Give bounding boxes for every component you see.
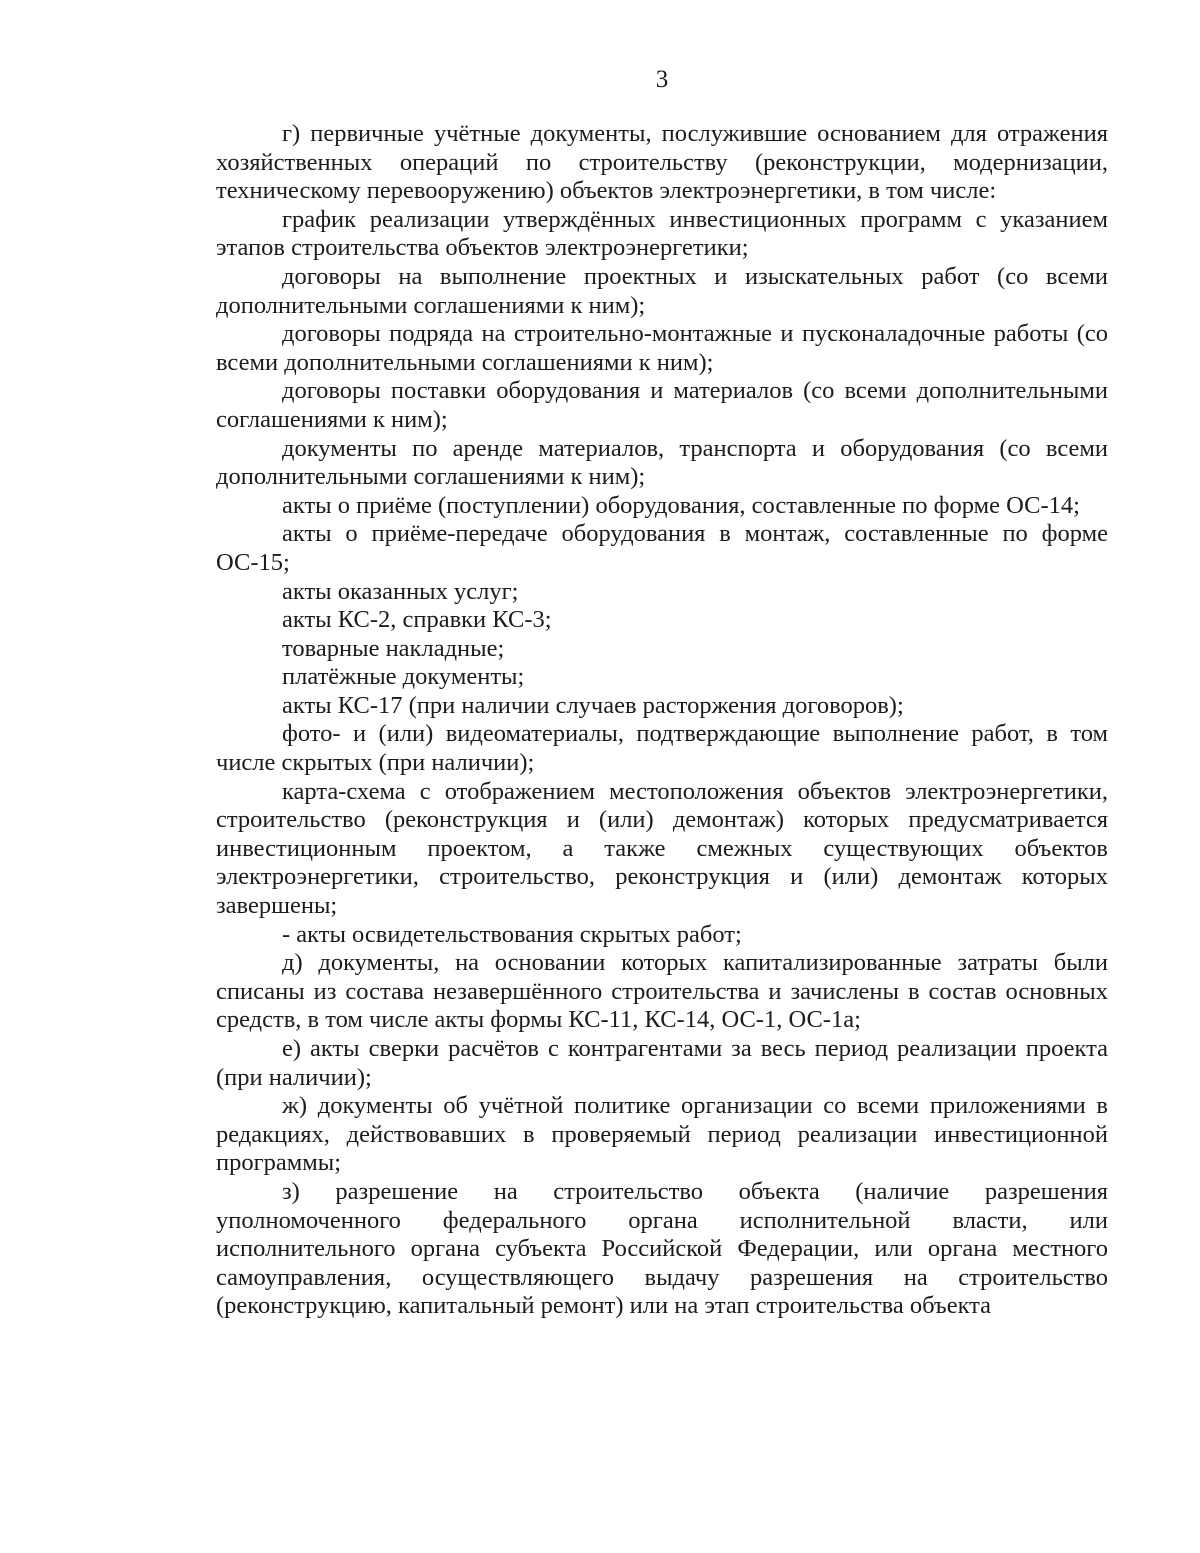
- list-item-waybills: товарные накладные;: [282, 634, 505, 662]
- list-item-payment-documents: платёжные документы;: [282, 663, 525, 691]
- list-item-schedule: график реализации утверждённых инвестиционных программ с указанием этапов строительства объектов электроэнергетики;: [216, 205, 1108, 262]
- list-item-design-contracts: договоры на выполнение проектных и изыскательных работ (со всеми дополнительными соглашениями к ним);: [216, 262, 1108, 319]
- list-item-site-map: карта-схема с отображением местоположения объектов электроэнергетики, строительство (реконструкция и (или) демонтаж) которых предусматривается инвестиционным проектом, а также смежных существующих объектов электроэнергетики, строительство, реконструкция и (или) демонтаж которых завершены;: [216, 777, 1108, 920]
- list-item-ks17-acts: акты КС-17 (при наличии случаев расторжения договоров);: [282, 691, 904, 719]
- list-item-photo-video: фото- и (или) видеоматериалы, подтверждающие выполнение работ, в том числе скрытых (при наличии);: [216, 720, 1108, 777]
- paragraph-e-reconciliation: е) акты сверки расчётов с контрагентами за весь период реализации проекта (при наличии);: [216, 1035, 1108, 1091]
- document-body: [216, 120, 1108, 1321]
- paragraph-z-construction-permit: з) разрешение на строительство объекта (наличие разрешения уполномоченного федерального органа исполнительной власти, или исполнительного органа субъекта Российской Федерации, или органа местного самоуправления, осуществляющего выдачу разрешения на строительство (реконструкцию, капитальный ремонт) или на этап строительства объекта: [216, 1177, 1108, 1320]
- list-item-os14-acts: акты о приёме (поступлении) оборудования, составленные по форме ОС-14;: [282, 491, 1080, 519]
- paragraph-zh-accounting-policy: ж) документы об учётной политике организации со всеми приложениями в редакциях, действовавших в проверяемый период реализации инвестиционной программы;: [216, 1092, 1108, 1177]
- list-item-os15-acts: акты о приёме-передаче оборудования в монтаж, составленные по форме ОС-15;: [216, 520, 1108, 576]
- list-item-hidden-works-acts: - акты освидетельствования скрытых работ;: [282, 920, 742, 948]
- list-item-ks2-ks3: акты КС-2, справки КС-3;: [282, 606, 552, 634]
- list-item-rental-documents: документы по аренде материалов, транспорта и оборудования (со всеми дополнительными соглашениями к ним);: [216, 434, 1108, 491]
- page-number: 3: [655, 66, 669, 93]
- list-item-supply-contracts: договоры поставки оборудования и материалов (со всеми дополнительными соглашениями к ним);: [216, 377, 1108, 433]
- list-item-service-acts: акты оказанных услуг;: [282, 577, 519, 605]
- paragraph-d-capitalization: д) документы, на основании которых капитализированные затраты были списаны из состава незавершённого строительства и зачислены в состав основных средств, в том числе акты формы КС-11, КС-14, ОС-1, ОС-1а;: [216, 949, 1108, 1034]
- paragraph-g-primary-documents: г) первичные учётные документы, послужившие основанием для отражения хозяйственных операций по строительству (реконструкции, модернизации, техническому перевооружению) объектов электроэнергетики, в том числе:: [216, 120, 1108, 205]
- list-item-construction-contracts: договоры подряда на строительно-монтажные и пусконаладочные работы (со всеми дополнительными соглашениями к ним);: [216, 320, 1108, 376]
